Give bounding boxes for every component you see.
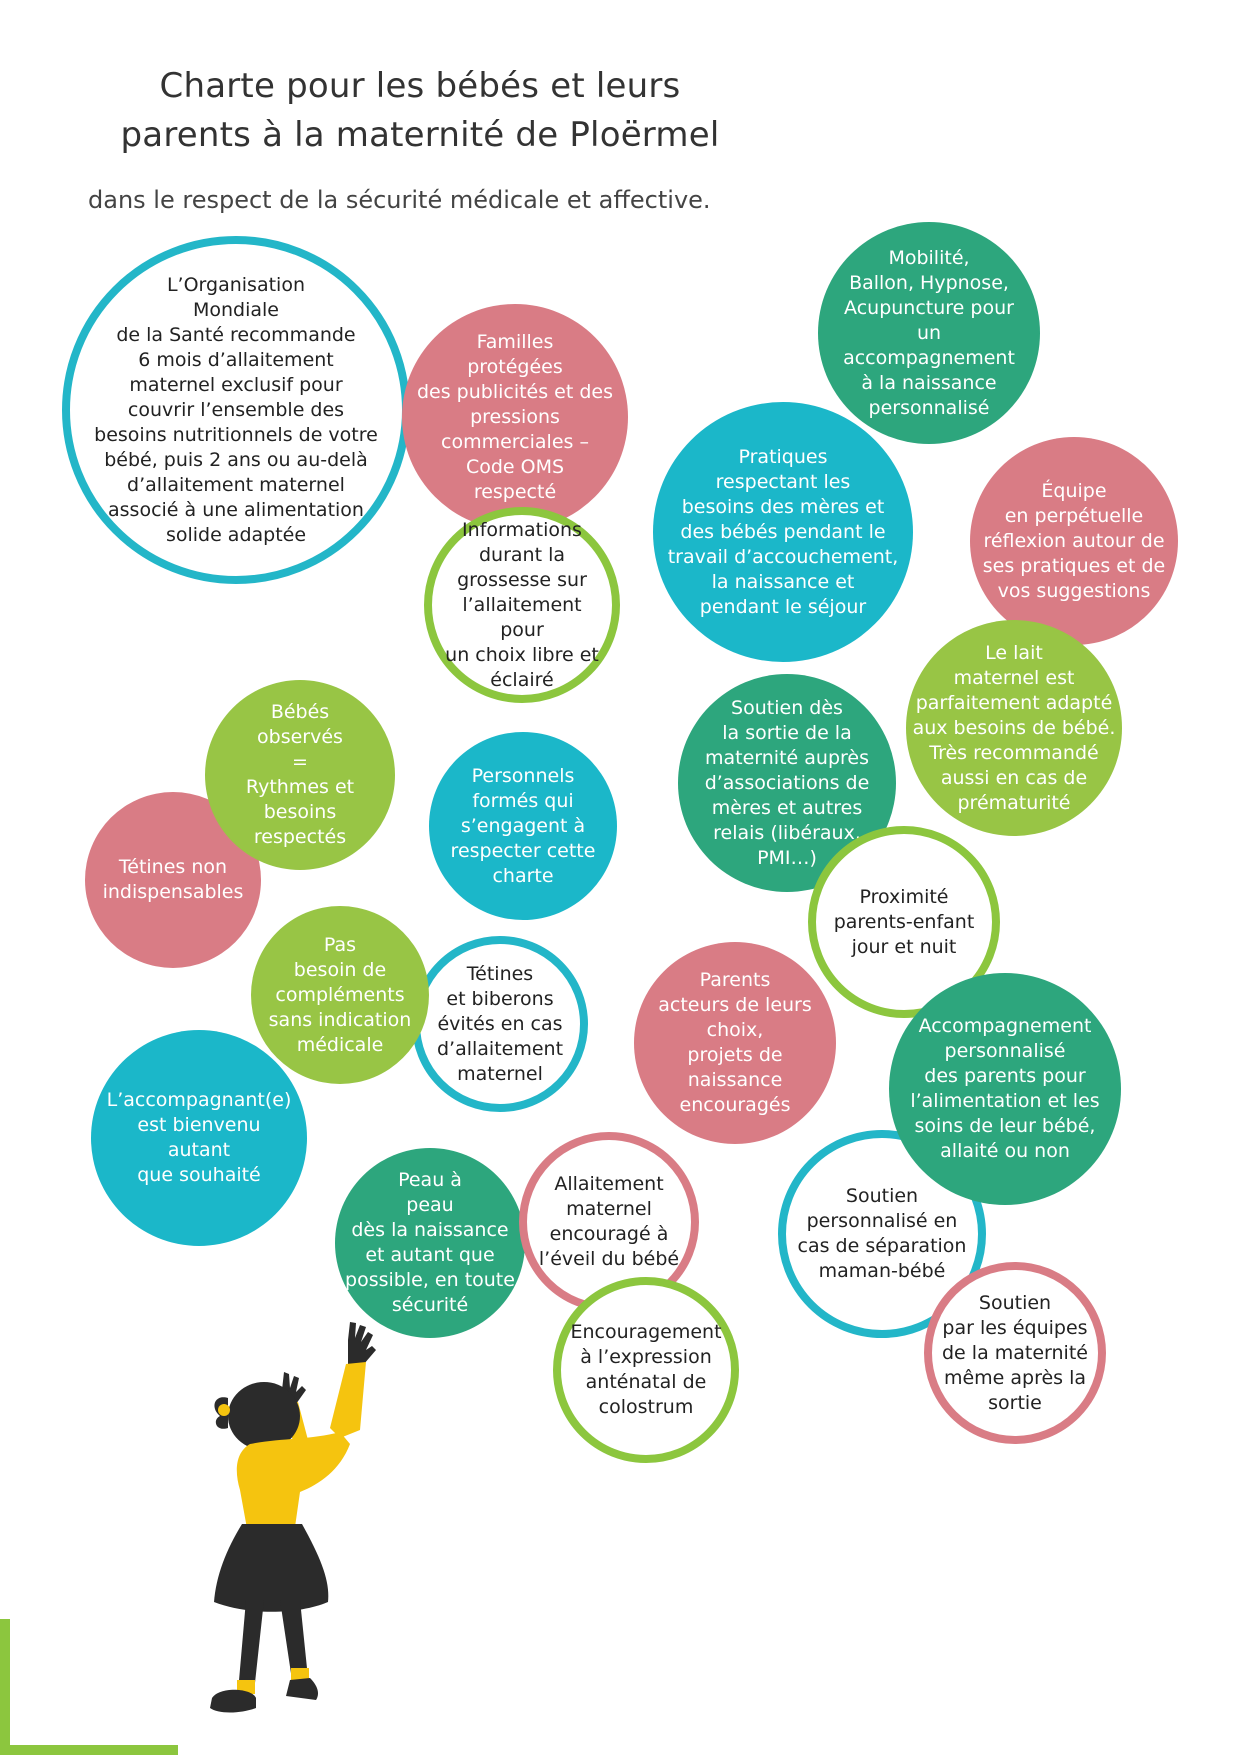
bubble-text-line: médicale (296, 1033, 384, 1056)
bubble-text-line: maman-bébé (818, 1260, 946, 1282)
bubble-text-line: un accompagnement (843, 321, 1015, 369)
bubble-text-line: cas de séparation (797, 1235, 967, 1257)
bubble-text (570, 1320, 721, 1420)
bubble-text-line: Accompagnement (918, 1015, 1092, 1037)
bubble-parents-acteurs (634, 942, 836, 1144)
title-line-2: parents à la maternité de Ploërmel (120, 115, 720, 155)
bubble-text-line: Bébés (270, 701, 330, 723)
title-line-1: Charte pour les bébés et leurs (159, 66, 681, 106)
bubble-text-line: respectant les (715, 470, 851, 493)
bubble-text-line: d’allaitement (436, 1037, 564, 1060)
bubble-text-line: est bienvenu autant (137, 1114, 261, 1161)
bubble-text-line: à l’expression (580, 1346, 712, 1368)
bubble-text-line: Informations (462, 518, 582, 541)
bubble-text-line: sans indication (268, 1008, 412, 1031)
bubble-text-line: charte (492, 864, 554, 887)
bubble-text-line: L’accompagnant(e) (106, 1089, 292, 1111)
bubble-text (668, 445, 899, 620)
bubble-text-line: en perpétuelle (1004, 504, 1144, 527)
bubble-text-line: l’allaitement pour (462, 593, 582, 641)
bubble-text-line: pendant le séjour (699, 595, 867, 618)
bubble-text-line: et autant que (365, 1244, 495, 1266)
corner-mark-vertical (0, 1619, 10, 1755)
left-shoe (210, 1690, 256, 1713)
bubble-text (451, 764, 596, 889)
bubble-text-line: de la maternité (942, 1341, 1088, 1364)
bubble-text-line: Soutien (978, 1291, 1052, 1314)
bubble-text-line: = (292, 751, 308, 773)
bubble-text-line: Personnels (471, 764, 575, 787)
bubble-text-line: protégées (467, 355, 563, 378)
bubble-text-line: colostrum (598, 1396, 694, 1418)
bubble-text-line: choix, (706, 1019, 764, 1041)
bubble-text-line: indispensables (102, 881, 244, 903)
bubble-text-line: parfaitement adapté (915, 691, 1113, 714)
bubble-text-line: mères et autres (711, 796, 863, 819)
bubble-text-line: PMI…) (757, 846, 817, 869)
bubble-text (705, 696, 870, 871)
bubble-text-line: respecter cette (450, 839, 596, 862)
bubble-text (913, 641, 1116, 816)
bubble-text-line: projets de (687, 1044, 783, 1066)
bubble-text-line: par les équipes (942, 1316, 1088, 1339)
bubble-text-line: Parents (699, 969, 771, 991)
hair-bow (218, 1404, 230, 1416)
bubble-text-line: des bébés pendant le (680, 520, 886, 543)
bubble-text-line: maternel exclusif pour (129, 373, 343, 396)
bubble-text-line: L’Organisation (166, 273, 305, 296)
bubble-text-line: bébé, puis 2 ans ou au-delà (104, 448, 368, 471)
bubble-text-line: Encouragement (570, 1321, 722, 1343)
bubble-text-line: anténatal de (585, 1371, 707, 1393)
bubble-text (345, 1168, 515, 1318)
left-leg (238, 1600, 264, 1692)
bubble-text-line: formés qui (472, 789, 574, 812)
bubble-text-line: Acupuncture pour (844, 296, 1014, 319)
bubble-text (103, 855, 244, 905)
bubble-text-line: que souhaité (137, 1164, 261, 1186)
bubble-accompagnant-bienvenu (91, 1030, 307, 1246)
bubble-text-line: des parents pour (924, 1065, 1086, 1087)
bubble-text-line: Soutien (845, 1185, 919, 1207)
bubble-text-line: allaité ou non (940, 1140, 1070, 1162)
bubble-pratiques-respectueuses (653, 402, 913, 662)
bubble-text-line: compléments (275, 983, 405, 1006)
bubble-soutien-equipes (924, 1262, 1106, 1444)
bubble-text-line: Rythmes et (245, 776, 355, 798)
bubble-text-line: Mobilité, (888, 246, 970, 269)
bubble-text (438, 518, 606, 693)
bubble-text-line: besoins nutritionnels de votre (94, 423, 378, 446)
bubble-text-line: Tétines (466, 962, 534, 985)
bubble-text-line: Proximité (859, 885, 949, 908)
bubble-accompagnement-personnalise (889, 973, 1121, 1205)
bubble-text (798, 1184, 967, 1284)
bubble-text-line: soins de leur bébé, (914, 1115, 1096, 1137)
bubble-text-line: 6 mois d’allaitement (138, 348, 334, 371)
bubble-text-line: relais (libéraux, (713, 821, 861, 844)
bubble-text-line: Code OMS (465, 455, 565, 478)
bubble-text-line: peau (406, 1194, 454, 1216)
bubble-encouragement-colostrum (553, 1277, 739, 1463)
bubble-text-line: la sortie de la (722, 721, 852, 744)
bubble-personnels-formes (429, 732, 617, 920)
page-subtitle: dans le respect de la sécurité médicale et affective. (88, 186, 711, 214)
bubble-text (834, 885, 975, 960)
bubble-text-line: respecté (473, 480, 557, 503)
bubble-text-line: solide adaptée (165, 523, 307, 546)
bubble-text-line: ses pratiques et de (982, 554, 1166, 577)
bubble-text-line: d’associations de (704, 771, 870, 794)
bubble-text-line: sortie (988, 1391, 1042, 1414)
bubble-text-line: jour et nuit (851, 935, 957, 958)
bubble-text-line: parents-enfant (833, 910, 975, 933)
bubble-text-line: la naissance et (711, 570, 855, 593)
bubble-mobilite (818, 222, 1040, 444)
bubble-text-line: de la Santé recommande (116, 323, 356, 346)
bubble-text-line: encouragé à (549, 1223, 669, 1245)
bubble-text-line: grossesse sur (457, 568, 587, 591)
bubble-text-line: Ballon, Hypnose, (849, 271, 1009, 294)
bubble-text (910, 1014, 1099, 1164)
bubble-text-line: et biberons (446, 987, 554, 1010)
bubble-text (269, 933, 412, 1058)
bubble-text-line: réflexion autour de (983, 529, 1165, 552)
bubble-text-line: commerciales – (441, 430, 589, 453)
bubble-text-line: même après la (943, 1366, 1087, 1389)
bubble-text-line: des publicités et des (416, 380, 614, 403)
bubble-text (539, 1172, 679, 1272)
bubble-text-line: besoins (263, 801, 337, 823)
sweater (237, 1432, 350, 1534)
bubble-text-line: Le lait (985, 641, 1043, 664)
bubble-text-line: dès la naissance (351, 1219, 509, 1241)
bubble-text-line: possible, en toute (345, 1269, 515, 1291)
bubble-text-line: respectés (253, 826, 347, 848)
bubble-peau-a-peau (335, 1148, 525, 1338)
bubble-equipe-reflexion (970, 437, 1178, 645)
bubble-text (834, 246, 1024, 421)
bubble-text-line: observés (257, 726, 343, 748)
bubble-text (658, 968, 812, 1118)
bubble-bebes-observes (205, 680, 395, 870)
bubble-text-line: Allaitement (554, 1173, 664, 1195)
bubble-text-line: l’alimentation et les (910, 1090, 1100, 1112)
bubble-text-line: maternité auprès (705, 746, 869, 769)
bubble-text-line: Peau à (398, 1169, 462, 1191)
skirt (214, 1524, 328, 1612)
bubble-text-line: personnalisé en (806, 1210, 958, 1232)
bubble-text-line: associé à une alimentation (108, 498, 364, 521)
bubble-text-line: encouragés (679, 1094, 791, 1116)
bubble-text-line: s’engagent à (460, 814, 586, 837)
raised-hand (348, 1322, 376, 1368)
bubble-text-line: maternel (457, 1062, 543, 1085)
right-shoe (286, 1678, 318, 1700)
bubble-text-line: l’éveil du bébé (538, 1248, 680, 1270)
bubble-text-line: vos suggestions (997, 579, 1151, 602)
bubble-text (94, 273, 378, 548)
bubble-text-line: durant la (478, 543, 565, 566)
bubble-text-line: aussi en cas de (940, 766, 1088, 789)
bubble-text-line: Pas (323, 933, 357, 956)
bubble-text (942, 1291, 1088, 1416)
bubble-text-line: prématurité (957, 791, 1071, 814)
bubble-text-line: d’allaitement maternel (127, 473, 345, 496)
bubble-text-line: maternel est (953, 666, 1075, 689)
bubble-pas-besoin-complements (251, 906, 429, 1084)
bubble-familles-protegees (402, 304, 628, 530)
bubble-text-line: personnalisé (944, 1040, 1066, 1062)
bubble-text-line: un choix libre et (445, 643, 599, 666)
bubble-text-line: éclairé (490, 668, 554, 691)
bubble-text-line: Pratiques (738, 445, 828, 468)
bubble-lait-maternel (906, 620, 1122, 836)
bubble-text-line: besoin de (293, 958, 387, 981)
bubble-text-line: Très recommandé (929, 741, 1099, 764)
bubble-text-line: besoins des mères et (681, 495, 885, 518)
bubble-text (107, 1088, 292, 1188)
bubble-text (417, 330, 613, 505)
bubble-text-line: Mondiale (192, 298, 279, 321)
bubble-text (246, 700, 354, 850)
bubble-text-line: Tétines non (118, 856, 228, 878)
bubble-text (983, 479, 1165, 604)
bubble-oms-recommendation (62, 236, 410, 584)
left-sleeve (330, 1362, 366, 1438)
bubble-text-line: acteurs de leurs (658, 994, 812, 1016)
bubble-text-line: travail d’accouchement, (667, 545, 899, 568)
bubble-text-line: personnalisé (868, 396, 990, 419)
bubble-text-line: aux besoins de bébé. (912, 716, 1116, 739)
page-title (40, 62, 800, 160)
bubble-text-line: Soutien dès (731, 696, 843, 719)
bubble-informations-grossesse (424, 507, 620, 703)
bubble-text-line: Familles (476, 330, 554, 353)
bubble-text-line: à la naissance (861, 371, 997, 394)
bubble-text (437, 962, 563, 1087)
bubble-text-line: naissance (687, 1069, 783, 1091)
bubble-text-line: couvrir l’ensemble des (127, 398, 345, 421)
bubble-text-line: maternel (566, 1198, 652, 1220)
bubble-tetines-biberons (412, 936, 588, 1112)
corner-mark-horizontal (0, 1745, 178, 1755)
bubble-text-line: Équipe (1041, 479, 1107, 502)
bubble-text-line: sécurité (391, 1294, 469, 1316)
girl-silhouette-illustration (190, 1320, 430, 1740)
bubble-text-line: pressions (470, 405, 560, 428)
bubble-text-line: évités en cas (437, 1012, 563, 1035)
